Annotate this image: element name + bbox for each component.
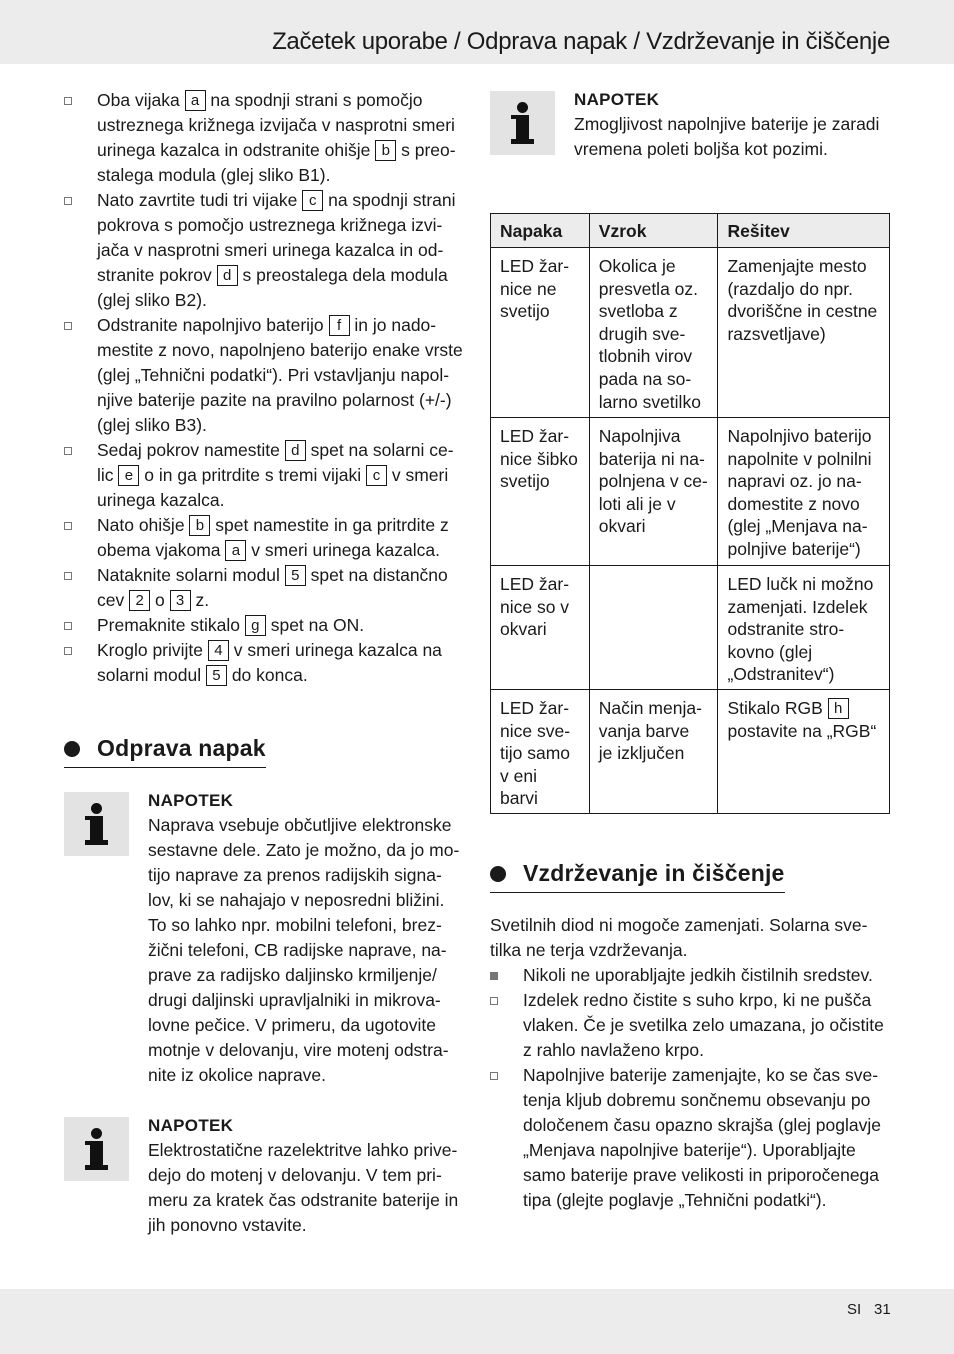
part-reference: c	[366, 465, 387, 486]
part-reference: b	[375, 140, 396, 161]
text-line: dejo do motenj v delovanju. V tem pri-	[148, 1165, 442, 1185]
cell-line: svetijo	[500, 301, 550, 322]
part-reference: e	[118, 465, 139, 486]
cell-line: tijo samo	[500, 743, 571, 764]
part-reference: 5	[206, 665, 227, 686]
list-item	[64, 638, 464, 688]
table-cell	[589, 690, 718, 814]
part-reference: d	[285, 440, 306, 461]
cell-line: LED žar-	[500, 256, 570, 276]
note-text	[574, 112, 879, 162]
section-maintenance-heading	[490, 860, 785, 887]
table-cell	[589, 248, 718, 418]
column-header: Napaka	[491, 214, 590, 248]
step-text: Oba vijaka	[97, 90, 185, 110]
table-cell	[589, 418, 718, 566]
text-line: meru za kratek čas odstranite baterije in	[148, 1190, 459, 1210]
text-line: vremena poleti boljša kot pozimi.	[574, 139, 828, 159]
table-cell	[718, 566, 890, 690]
table-cell	[491, 418, 590, 566]
step-text: cev	[97, 590, 130, 610]
step-text: in jo nado-	[349, 315, 437, 335]
checkbox-square-icon	[64, 522, 72, 530]
cell-line: odstranite stro-	[727, 619, 845, 640]
column-header: Vzrok	[589, 214, 718, 248]
cell-line: Zamenjajte mesto	[727, 256, 867, 276]
step-text: o in ga pritrdite s tremi vijaki	[139, 465, 366, 485]
note-text	[148, 813, 459, 1088]
checkbox-square-icon	[64, 572, 72, 580]
cell-line: je izključen	[598, 743, 685, 764]
step-text: (glej sliko B2).	[97, 290, 207, 310]
maintenance-list	[490, 963, 890, 1213]
checkbox-square-icon	[64, 97, 72, 105]
bullet-dot-icon	[490, 866, 506, 882]
step-text: spet na distančno	[305, 565, 448, 585]
cell-line: nice ne	[500, 278, 557, 299]
cell-line: LED žar-	[500, 698, 570, 718]
list-item	[64, 438, 464, 513]
step-text: (glej „Tehnični podatki“). Pri vstavljanju napol-	[97, 365, 450, 385]
step-text: urinega kazalca.	[97, 490, 225, 510]
list-item	[64, 88, 464, 188]
left-column	[64, 88, 464, 688]
text-line: lov, ki se nahajajo v neposredni bližini.	[148, 890, 445, 910]
cell-line: nice so v	[500, 596, 570, 617]
part-reference: c	[302, 190, 323, 211]
cell-line: „Odstranitev“)	[727, 664, 835, 685]
cell-line: napravi oz. jo na-	[727, 471, 862, 492]
table-row	[491, 690, 890, 814]
cell-line: LED lučk ni možno	[727, 574, 874, 594]
text-line: drugi daljinski upravljalniki in mikrova-	[148, 990, 441, 1010]
table-row	[491, 418, 890, 566]
cell-line: (glej „Menjava na-	[727, 516, 868, 537]
list-item	[64, 613, 464, 638]
cell-line: baterija ni na-	[598, 448, 705, 469]
step-text: Kroglo privijte	[97, 640, 208, 660]
table-cell	[718, 418, 890, 566]
step-text: ustreznega križnega izvijača v nasprotni smeri	[97, 115, 455, 135]
cell-line: polnjive baterije“)	[727, 538, 861, 559]
table-cell	[718, 248, 890, 418]
table-row	[491, 248, 890, 418]
filled-square-icon	[490, 972, 498, 980]
info-icon	[490, 91, 555, 155]
step-text: spet na ON.	[265, 615, 365, 635]
step-text: s preostalega dela modula	[237, 265, 448, 285]
page-number: 31	[874, 1301, 891, 1318]
cell-line: Napolnjiva	[598, 426, 681, 446]
text-line: lovne pečice. V primeru, da ugotovite	[148, 1015, 436, 1035]
list-item	[490, 963, 890, 988]
text-line: samo baterije prave velikosti in priporočenega	[523, 1165, 880, 1185]
part-reference: d	[217, 265, 238, 286]
step-text: lic	[97, 465, 119, 485]
note-body	[148, 1113, 458, 1238]
table-cell	[491, 248, 590, 418]
step-text: s preo-	[396, 140, 456, 160]
checkbox-square-icon	[64, 197, 72, 205]
text-line: Elektrostatične razelektritve lahko prive-	[148, 1140, 458, 1160]
cell-line: Napolnjivo baterijo	[727, 426, 872, 446]
cell-line: svetijo	[500, 471, 550, 492]
part-reference: 3	[170, 590, 191, 611]
cell-line: drugih sve-	[598, 323, 686, 344]
maintenance-intro	[490, 913, 890, 963]
note-body	[148, 788, 459, 1088]
heading-underline	[64, 767, 266, 768]
step-text: Nataknite solarni modul	[97, 565, 285, 585]
language-code: SI	[847, 1301, 862, 1318]
text-line: jih ponovno vstavite.	[148, 1215, 307, 1235]
note-label: NAPOTEK	[574, 90, 660, 109]
text-line: Izdelek redno čistite s suho krpo, ki ne pušča	[523, 990, 872, 1010]
checkbox-square-icon	[64, 622, 72, 630]
text-line: določenem času opazno skrajša (glej poglavje	[523, 1115, 881, 1135]
step-text: na spodnji strani s pomočjo	[205, 90, 423, 110]
bullet-dot-icon	[64, 741, 80, 757]
section-troubleshooting-heading	[64, 735, 266, 762]
cell-line: razsvetljave)	[727, 323, 826, 344]
cell-line: nice šibko	[500, 448, 578, 469]
step-text: spet namestite in ga pritrdite z	[210, 515, 449, 535]
cell-line: presvetla oz.	[598, 278, 699, 299]
list-item	[64, 563, 464, 613]
list-item	[64, 513, 464, 563]
table-row	[491, 566, 890, 690]
cell-line: Način menja-	[598, 698, 702, 718]
cell-line: LED žar-	[500, 426, 570, 446]
note-label: NAPOTEK	[148, 791, 234, 810]
text-line: prave za radijsko daljinsko krmiljenje/	[148, 965, 437, 985]
step-text: do konca.	[226, 665, 308, 685]
text-line: Naprava vsebuje občutljive elektronske	[148, 815, 452, 835]
list-item	[64, 313, 464, 438]
cell-line: nice sve-	[500, 720, 571, 741]
cell-line: domestite z novo	[727, 493, 860, 514]
step-text: v smeri urinega kazalca na	[228, 640, 442, 660]
info-icon	[64, 792, 129, 856]
cell-line: svetloba z	[598, 301, 678, 322]
table-cell	[589, 566, 718, 690]
column-header: Rešitev	[718, 214, 890, 248]
checkbox-square-icon	[490, 997, 498, 1005]
step-text: mestite z novo, napolnjeno baterijo enake vrste	[97, 340, 463, 360]
cell-line: dvoriščne in cestne	[727, 301, 878, 322]
cell-line: polnjena v ce-	[598, 471, 708, 492]
part-reference: 4	[208, 640, 229, 661]
step-text: jača v nasprotni smeri urinega kazalca in od-	[97, 240, 444, 260]
cell-line: LED žar-	[500, 574, 570, 594]
cell-line: (razdaljo do npr.	[727, 278, 853, 299]
cell-line: napolnite v polnilni	[727, 448, 872, 469]
text-line: tenja kljub dobremu sončnemu obsevanju po	[523, 1090, 871, 1110]
table-header-row	[491, 214, 890, 248]
section-title: Vzdrževanje in čiščenje	[523, 860, 785, 886]
checkbox-square-icon	[64, 647, 72, 655]
step-text: z.	[190, 590, 210, 610]
cell-line: okvari	[598, 516, 646, 537]
text-line: motnje v delovanju, vire motenj odstra-	[148, 1040, 449, 1060]
troubleshooting-table	[490, 213, 890, 814]
list-item	[64, 188, 464, 313]
info-icon	[64, 1117, 129, 1181]
step-list	[64, 88, 464, 688]
checkbox-square-icon	[64, 447, 72, 455]
step-text: Premaknite stikalo	[97, 615, 245, 635]
cell-text: Stikalo RGB	[727, 698, 828, 718]
note-body	[574, 87, 879, 162]
cell-line: zamenjati. Izdelek	[727, 596, 868, 617]
page-footer	[0, 1289, 954, 1354]
step-text: Odstranite napolnjivo baterijo	[97, 315, 329, 335]
part-reference: h	[828, 698, 849, 719]
step-text: Nato ohišje	[97, 515, 190, 535]
heading-underline	[490, 892, 785, 893]
text-line: Nikoli ne uporabljajte jedkih čistilnih sredstev.	[523, 965, 873, 985]
step-text: Nato zavrtite tudi tri vijake	[97, 190, 303, 210]
text-line: nite iz okolice naprave.	[148, 1065, 327, 1085]
cell-line: barvi	[500, 788, 538, 809]
section-title: Odprava napak	[97, 735, 266, 761]
list-item	[490, 988, 890, 1063]
cell-line: kovno (glej	[727, 641, 813, 662]
text-line: tilka ne terja vzdrževanja.	[490, 940, 688, 960]
page-header	[0, 0, 954, 64]
text-line: vlaken. Če je svetilka zelo umazana, jo očistite	[523, 1015, 884, 1035]
part-reference: a	[225, 540, 246, 561]
text-line: Zmogljivost napolnjive baterije je zaradi	[574, 114, 880, 134]
step-text: v smeri urinega kazalca.	[246, 540, 440, 560]
table-cell	[718, 690, 890, 814]
cell-line: v eni	[500, 765, 537, 786]
step-text: obema vjakoma	[97, 540, 226, 560]
cell-line: pada na so-	[598, 368, 692, 389]
checkbox-square-icon	[64, 322, 72, 330]
page-title: Začetek uporabe / Odprava napak / Vzdrževanje in čiščenje	[272, 28, 890, 55]
part-reference: 2	[129, 590, 150, 611]
table-cell	[491, 566, 590, 690]
step-text: o	[150, 590, 170, 610]
cell-line: vanja barve	[598, 720, 690, 741]
text-line: To so lahko npr. mobilni telefoni, brez-	[148, 915, 442, 935]
part-reference: 5	[285, 565, 306, 586]
step-text: na spodnji strani	[323, 190, 456, 210]
text-line: z rahlo navlaženo krpo.	[523, 1040, 704, 1060]
note-text	[148, 1138, 458, 1238]
step-text: stranite pokrov	[97, 265, 217, 285]
note-label: NAPOTEK	[148, 1116, 234, 1135]
step-text: stalega modula (glej sliko B1).	[97, 165, 331, 185]
cell-line: loti ali je v	[598, 493, 676, 514]
cell-line: larno svetilko	[598, 391, 701, 412]
text-line: žični telefoni, CB radijske naprave, na-	[148, 940, 447, 960]
text-line: sestavne dele. Zato je možno, da jo mo-	[148, 840, 460, 860]
cell-line: okvari	[500, 619, 547, 640]
step-text: solarni modul	[97, 665, 206, 685]
cell-line	[727, 697, 881, 720]
text-line: tijo naprave za prenos radijskih signa-	[148, 865, 442, 885]
step-text: v smeri	[387, 465, 449, 485]
step-text: spet na solarni ce-	[305, 440, 454, 460]
text-line: Napolnjive baterije zamenjajte, ko se čas sve-	[523, 1065, 879, 1085]
cell-line: postavite na „RGB“	[727, 720, 877, 741]
list-item	[490, 1063, 890, 1213]
step-text: (glej sliko B3).	[97, 415, 207, 435]
part-reference: b	[189, 515, 210, 536]
cell-line: Okolica je	[598, 256, 676, 276]
step-text: njive baterije pazite na pravilno polarnost (+/-)	[97, 390, 452, 410]
cell-line: tlobnih virov	[598, 346, 693, 367]
step-text: pokrova s pomočjo ustreznega križnega izvi-	[97, 215, 443, 235]
part-reference: g	[245, 615, 266, 636]
step-text: Sedaj pokrov namestite	[97, 440, 285, 460]
checkbox-square-icon	[490, 1072, 498, 1080]
step-text: urinega kazalca in odstranite ohišje	[97, 140, 376, 160]
text-line: tipa (glejte poglavje „Tehnični podatki“).	[523, 1190, 827, 1210]
table-cell	[491, 690, 590, 814]
part-reference: f	[329, 315, 350, 336]
text-line: „Menjava napolnjive baterije“). Uporabljajte	[523, 1140, 856, 1160]
text-line: Svetilnih diod ni mogoče zamenjati. Solarna sve-	[490, 915, 868, 935]
part-reference: a	[185, 90, 206, 111]
